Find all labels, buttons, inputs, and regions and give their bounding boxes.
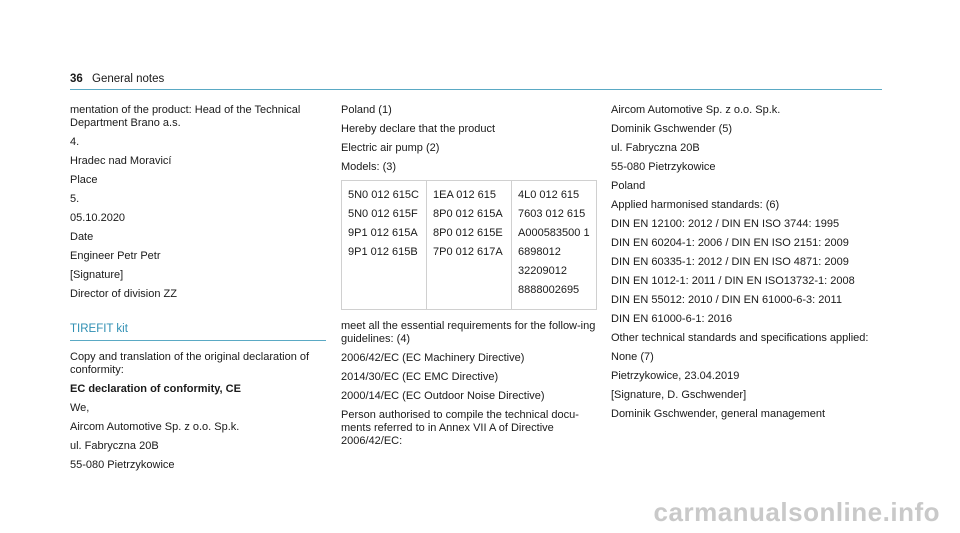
standard-line: DIN EN 1012-1: 2011 / DIN EN ISO13732-1: 2008: [611, 275, 855, 287]
declaration-heading: EC declaration of conformity, CE: [70, 383, 241, 395]
table-cell: [512, 181, 597, 310]
text-line: ul. Fabryczna 20B: [70, 440, 159, 452]
page-header: [70, 73, 164, 86]
header-divider: [70, 89, 882, 90]
section-title-tirefit: TIREFIT kit: [70, 323, 326, 341]
model-number: 7P0 012 617A: [433, 246, 503, 258]
text-line: Aircom Automotive Sp. z o.o. Sp.k.: [611, 104, 781, 116]
text-line: Place: [70, 174, 98, 186]
model-number: 9P1 012 615A: [348, 227, 418, 239]
column-left: [70, 104, 326, 478]
text-line: Director of division ZZ: [70, 288, 177, 300]
model-number: 8P0 012 615E: [433, 227, 503, 239]
model-number: 7603 012 615: [518, 208, 586, 220]
text-line: Applied harmonised standards: (6): [611, 199, 780, 211]
model-number: 4L0 012 615: [518, 189, 580, 201]
standard-line: DIN EN 60204-1: 2006 / DIN EN ISO 2151: 2009: [611, 237, 849, 249]
text-line: meet all the essential requirements for the follow-ing guidelines: (4): [341, 320, 596, 345]
model-number: 8P0 012 615A: [433, 208, 503, 220]
text-line: 55-080 Pietrzykowice: [70, 459, 175, 471]
model-number: 1EA 012 615: [433, 189, 497, 201]
section-spacer: [70, 341, 326, 351]
text-line: Dominik Gschwender (5): [611, 123, 733, 135]
watermark: carmanualsonline.info: [653, 497, 940, 527]
table-row: [342, 181, 597, 310]
table-cell: [342, 181, 427, 310]
standard-line: DIN EN 60335-1: 2012 / DIN EN ISO 4871: 2009: [611, 256, 849, 268]
text-line: Other technical standards and specifications applied:: [611, 332, 869, 344]
text-line: Pietrzykowice, 23.04.2019: [611, 370, 740, 382]
text-line: Aircom Automotive Sp. z o.o. Sp.k.: [70, 421, 240, 433]
column-right: [611, 104, 881, 427]
page-number: 36: [70, 73, 83, 85]
text-line: Poland: [611, 180, 646, 192]
model-number: 32209012: [518, 265, 567, 277]
text-line: None (7): [611, 351, 654, 363]
text-line: 2000/14/EC (EC Outdoor Noise Directive): [341, 390, 545, 402]
table-cell: [427, 181, 512, 310]
text-line: Models: (3): [341, 161, 397, 173]
column-middle: [341, 104, 597, 454]
text-line: 4.: [70, 136, 80, 148]
model-number: A000583500 1: [518, 227, 590, 239]
text-line: Person authorised to compile the technical docu-ments referred to in Annex VII A of Directive 2006/42/EC:: [341, 409, 579, 447]
model-number: 9P1 012 615B: [348, 246, 418, 258]
text-line: Poland (1): [341, 104, 392, 116]
text-line: mentation of the product: Head of the Technical Department Brano a.s.: [70, 104, 301, 129]
text-line: Engineer Petr Petr: [70, 250, 161, 262]
model-number: 5N0 012 615C: [348, 189, 419, 201]
standard-line: DIN EN 61000-6-1: 2016: [611, 313, 733, 325]
text-line: [Signature, D. Gschwender]: [611, 389, 747, 401]
text-line: Electric air pump (2): [341, 142, 440, 154]
text-line: 2006/42/EC (EC Machinery Directive): [341, 352, 525, 364]
model-number: 6898012: [518, 246, 561, 258]
text-line: Date: [70, 231, 94, 243]
text-line: [Signature]: [70, 269, 124, 281]
model-number: 5N0 012 615F: [348, 208, 418, 220]
text-line: 55-080 Pietrzykowice: [611, 161, 716, 173]
text-line: We,: [70, 402, 90, 414]
text-line: Hradec nad Moravicí: [70, 155, 172, 167]
model-number: 8888002695: [518, 284, 580, 296]
text-line: 2014/30/EC (EC EMC Directive): [341, 371, 499, 383]
header-title: General notes: [92, 73, 165, 85]
text-line: 05.10.2020: [70, 212, 126, 224]
standard-line: DIN EN 55012: 2010 / DIN EN 61000-6-3: 2011: [611, 294, 842, 306]
standard-line: DIN EN 12100: 2012 / DIN EN ISO 3744: 1995: [611, 218, 840, 230]
text-line: Dominik Gschwender, general management: [611, 408, 826, 420]
text-line: Hereby declare that the product: [341, 123, 496, 135]
models-table: [341, 180, 597, 310]
text-line: Copy and translation of the original declaration of conformity:: [70, 351, 310, 376]
text-line: 5.: [70, 193, 80, 205]
text-line: ul. Fabryczna 20B: [611, 142, 700, 154]
